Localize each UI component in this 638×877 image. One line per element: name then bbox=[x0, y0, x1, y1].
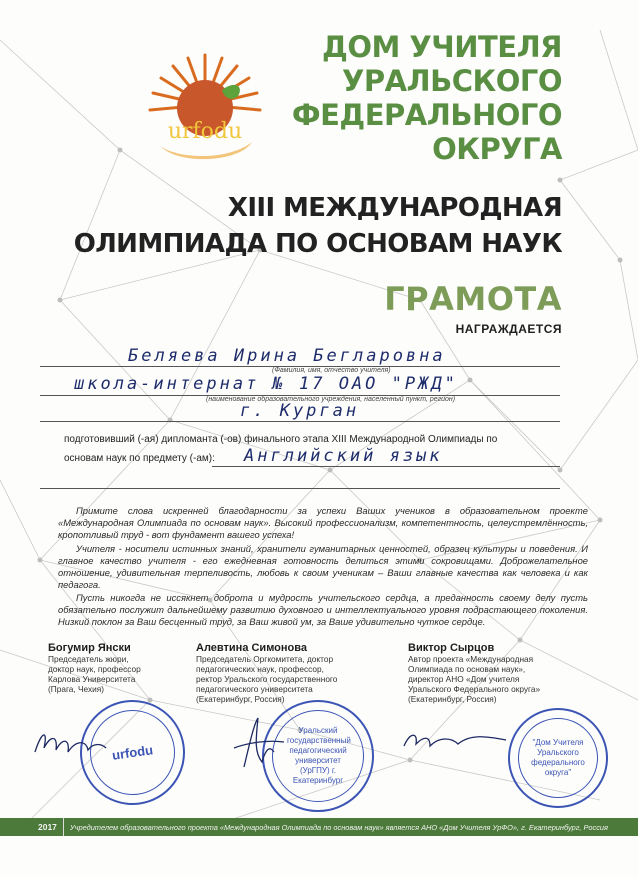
awarded-label: НАГРАЖДАЕТСЯ bbox=[455, 322, 562, 336]
urfodu-logo bbox=[140, 50, 270, 170]
achievement-text: подготовивший (-ая) дипломанта (-ов) финального этапа XIII Международной Олимпиады по bbox=[64, 434, 498, 445]
subject-value: Английский язык bbox=[244, 446, 443, 466]
recipient-name: Беляева Ирина Бегларовна bbox=[128, 346, 446, 366]
teachers-paragraph: Учителя - носители истинных знаний, хранители гуманитарных ценностей, образец культуры и поведения. И главное качество учителя - его ежедневная готовность делиться этими сокровищами. Доброжелательное отношение, удивительная терпеливость, любовь к своим ученикам – Ваши главные качества как человека и как педагога. bbox=[58, 543, 588, 590]
teachers-house-stamp bbox=[508, 708, 608, 808]
organization-line: УРАЛЬСКОГО bbox=[341, 64, 562, 98]
organization-title bbox=[262, 30, 562, 166]
olympiad-line: ОЛИМПИАДА ПО ОСНОВАМ НАУК bbox=[73, 229, 562, 259]
signatory-name: Виктор Сырцов bbox=[408, 642, 495, 654]
signatory-name: Богумир Янски bbox=[48, 642, 131, 654]
stamp-text: "Дом Учителя Уральского федерального округа" bbox=[531, 738, 585, 777]
signature-syrtsov bbox=[400, 726, 510, 756]
signatory-committee bbox=[196, 642, 386, 704]
wishes-paragraph: Пусть никогда не иссякнет доброта и мудрость учительского сердца, а преданность своему делу пусть обязательно послужит дальнейшему развитию духовного и интеллектуального уровня подрастающего поколения. Низкий поклон за Ваш бесценный труд, за Ваш живой ум, за Ваше удивительно чуткое сердце. bbox=[58, 592, 588, 627]
signature-simonova bbox=[214, 712, 294, 772]
signatory-description: Автор проекта «Международная Олимпиада по основам наук», директор АНО «Дом учителя Уральского Федерального округа» (Екатеринбург, Россия) bbox=[408, 654, 541, 704]
signatory-name: Алевтина Симонова bbox=[196, 642, 308, 654]
signature-yanski bbox=[30, 722, 110, 762]
organization-line: ОКРУГА bbox=[432, 132, 562, 166]
organization-line: ДОМ УЧИТЕЛЯ bbox=[321, 30, 562, 64]
institution-caption: (наименование образовательного учреждения, населенный пункт, регион) bbox=[206, 396, 456, 403]
stamp-ring bbox=[518, 718, 598, 798]
signatory-description: Председатель Оргкомитета, доктор педагогических наук, профессор, ректор Уральского государственного педагогического университета (Екатеринбург, Россия) bbox=[196, 654, 338, 704]
extra-underline bbox=[40, 488, 560, 489]
subject-prefix: основам наук по предмету (-ам): bbox=[64, 453, 215, 464]
olympiad-title bbox=[42, 190, 562, 262]
stamp-text: Уральский государственный педагогический университет (УрГПУ) г. Екатеринбург bbox=[287, 726, 351, 785]
recipient-institution: школа-интернат № 17 ОАО "РЖД" bbox=[74, 374, 458, 394]
organization-line: ФЕДЕРАЛЬНОГО bbox=[291, 98, 562, 132]
city-underline bbox=[40, 421, 560, 422]
olympiad-line: XIII МЕЖДУНАРОДНАЯ bbox=[227, 193, 562, 223]
signatory-author bbox=[408, 642, 598, 704]
thanks-paragraph: Примите слова искренней благодарности за успехи Ваших учеников в образовательном проекте «Международная Олимпиада по основам наук». Высокий профессионализм, компетентность, целеустремлённость, кропотливый труд - вот фундамент вашего успеха! bbox=[58, 505, 588, 540]
footer-bar bbox=[0, 818, 638, 836]
stamp-text: urfodu bbox=[111, 741, 154, 763]
signatory-description: Председатель жюри, доктор наук, профессор Карлова Университета (Прага, Чехия) bbox=[48, 654, 141, 694]
svg-text:urfodu: urfodu bbox=[167, 119, 243, 144]
certificate-title: ГРАМОТА bbox=[384, 280, 562, 318]
footer-year: 2017 bbox=[38, 818, 64, 836]
footer-text: Учредителем образовательного проекта «Международная Олимпиада по основам наук» является АНО «Дом Учителя УрФО», г. Екатеринбург, Россия bbox=[69, 823, 608, 832]
subject-underline bbox=[212, 466, 560, 467]
recipient-city: г. Курган bbox=[240, 401, 360, 421]
name-caption: (Фамилия, имя, отчество учителя) bbox=[272, 367, 391, 374]
